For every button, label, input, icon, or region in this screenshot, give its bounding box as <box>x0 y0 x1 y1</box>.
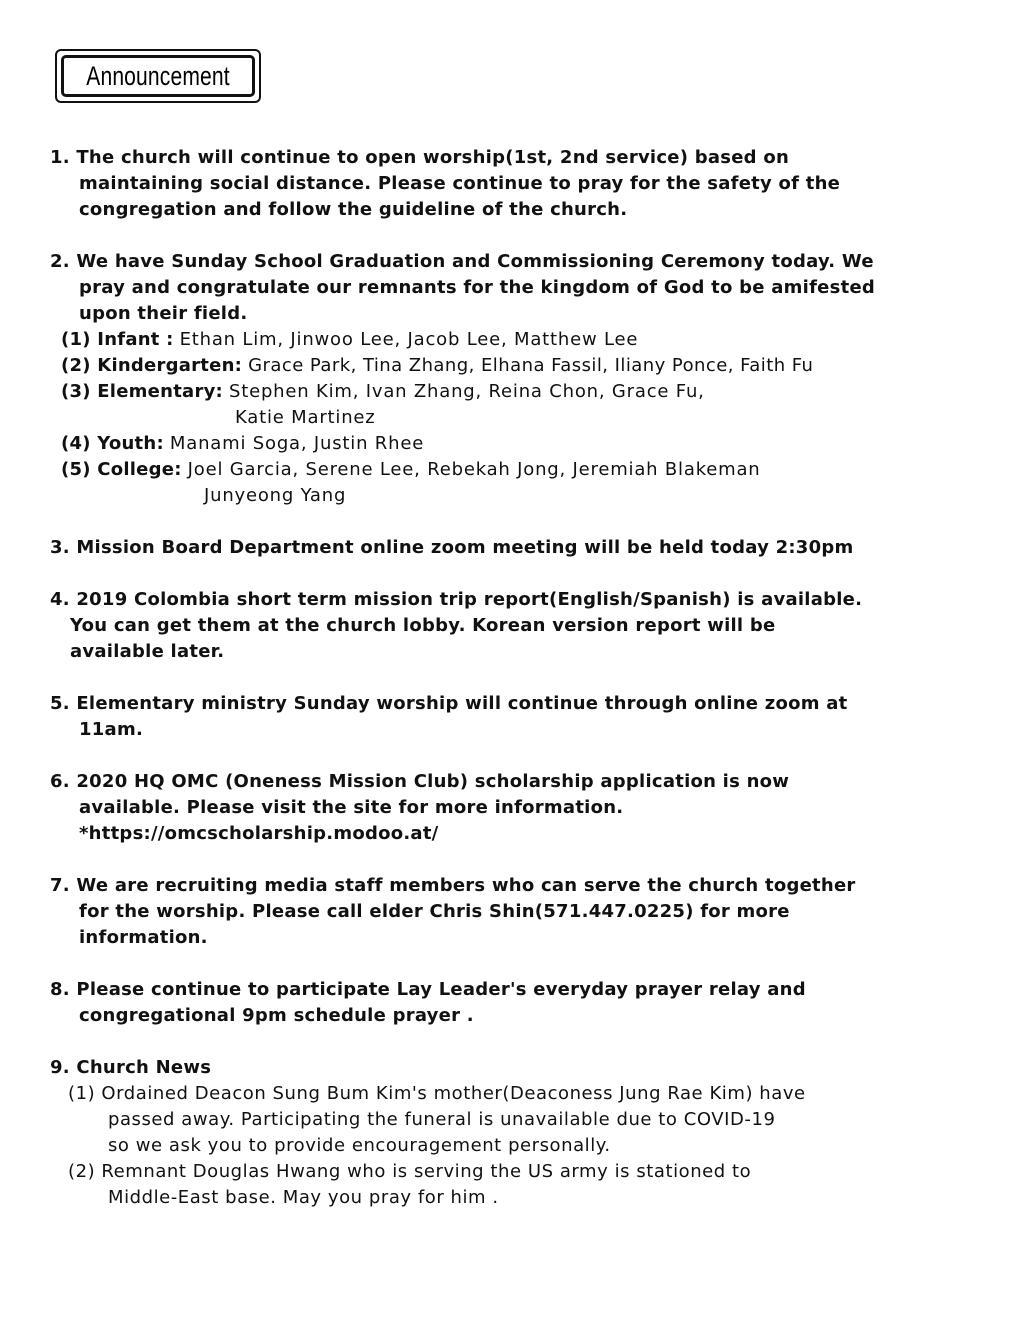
announcement-2-line-3: upon their field. <box>79 303 248 324</box>
graduates-infant <box>61 327 638 353</box>
graduates-college-names: Joel Garcia, Serene Lee, Rebekah Jong, Jeremiah Blakeman <box>187 459 761 480</box>
scholarship-link[interactable]: *https://omcscholarship.modoo.at/ <box>79 823 439 844</box>
announcement-2-line-1: 2. We have Sunday School Graduation and Commissioning Ceremony today. We <box>50 251 874 272</box>
announcement-7-line-1: 7. We are recruiting media staff members who can serve the church together <box>50 875 856 896</box>
announcement-4-line-2: You can get them at the church lobby. Korean version report will be <box>70 615 776 636</box>
announcement-1-line-1: 1. The church will continue to open worship(1st, 2nd service) based on <box>50 147 790 168</box>
announcement-8-line-1: 8. Please continue to participate Lay Leader's everyday prayer relay and <box>50 979 806 1000</box>
graduates-kindergarten-label: (2) Kindergarten: <box>61 355 243 376</box>
announcement-1-line-2: maintaining social distance. Please continue to pray for the safety of the <box>79 173 841 194</box>
announcement-2-line-2: pray and congratulate our remnants for the kingdom of God to be amifested <box>79 277 876 298</box>
page-title: Announcement <box>86 60 230 91</box>
announcement-7-line-2: for the worship. Please call elder Chris Shin(571.447.0225) for more <box>79 901 790 922</box>
church-news-2-line-1: (2) Remnant Douglas Hwang who is serving the US army is stationed to <box>68 1161 752 1182</box>
graduates-elementary-names-cont: Katie Martinez <box>235 407 376 428</box>
announcement-5-line-2: 11am. <box>79 719 144 740</box>
church-news-1-line-3: so we ask you to provide encouragement personally. <box>108 1135 611 1156</box>
graduates-infant-names: Ethan Lim, Jinwoo Lee, Jacob Lee, Matthew Lee <box>179 329 639 350</box>
graduates-youth-names: Manami Soga, Justin Rhee <box>169 433 425 454</box>
announcement-title-inner <box>61 55 255 97</box>
graduates-college <box>61 457 761 483</box>
graduates-infant-label: (1) Infant : <box>61 329 174 350</box>
announcement-1-line-3: congregation and follow the guideline of the church. <box>79 199 628 220</box>
announcement-4-line-1: 4. 2019 Colombia short term mission trip report(English/Spanish) is available. <box>50 589 863 610</box>
announcement-8-line-2: congregational 9pm schedule prayer . <box>79 1005 474 1026</box>
graduates-elementary-names: Stephen Kim, Ivan Zhang, Reina Chon, Grace Fu, <box>229 381 705 402</box>
graduates-youth <box>61 431 424 457</box>
graduates-college-label: (5) College: <box>61 459 182 480</box>
graduates-college-names-cont: Junyeong Yang <box>204 485 347 506</box>
church-news-1-line-2: passed away. Participating the funeral is unavailable due to COVID-19 <box>108 1109 776 1130</box>
announcement-5-line-1: 5. Elementary ministry Sunday worship will continue through online zoom at <box>50 693 848 714</box>
announcement-6-line-1: 6. 2020 HQ OMC (Oneness Mission Club) scholarship application is now <box>50 771 790 792</box>
graduates-kindergarten <box>61 353 813 379</box>
graduates-elementary <box>61 379 705 405</box>
announcement-3-line-1: 3. Mission Board Department online zoom meeting will be held today 2:30pm <box>50 537 854 558</box>
church-news-1-line-1: (1) Ordained Deacon Sung Bum Kim's mother(Deaconess Jung Rae Kim) have <box>68 1083 806 1104</box>
announcement-4-line-3: available later. <box>70 641 225 662</box>
graduates-elementary-label: (3) Elementary: <box>61 381 224 402</box>
announcement-9-heading: 9. Church News <box>50 1057 212 1078</box>
announcement-6-line-2: available. Please visit the site for more information. <box>79 797 624 818</box>
graduates-youth-label: (4) Youth: <box>61 433 164 454</box>
church-news-2-line-2: Middle-East base. May you pray for him . <box>108 1187 499 1208</box>
graduates-kindergarten-names: Grace Park, Tina Zhang, Elhana Fassil, Iliany Ponce, Faith Fu <box>248 355 814 376</box>
announcement-7-line-3: information. <box>79 927 208 948</box>
announcement-title-box <box>55 49 261 103</box>
